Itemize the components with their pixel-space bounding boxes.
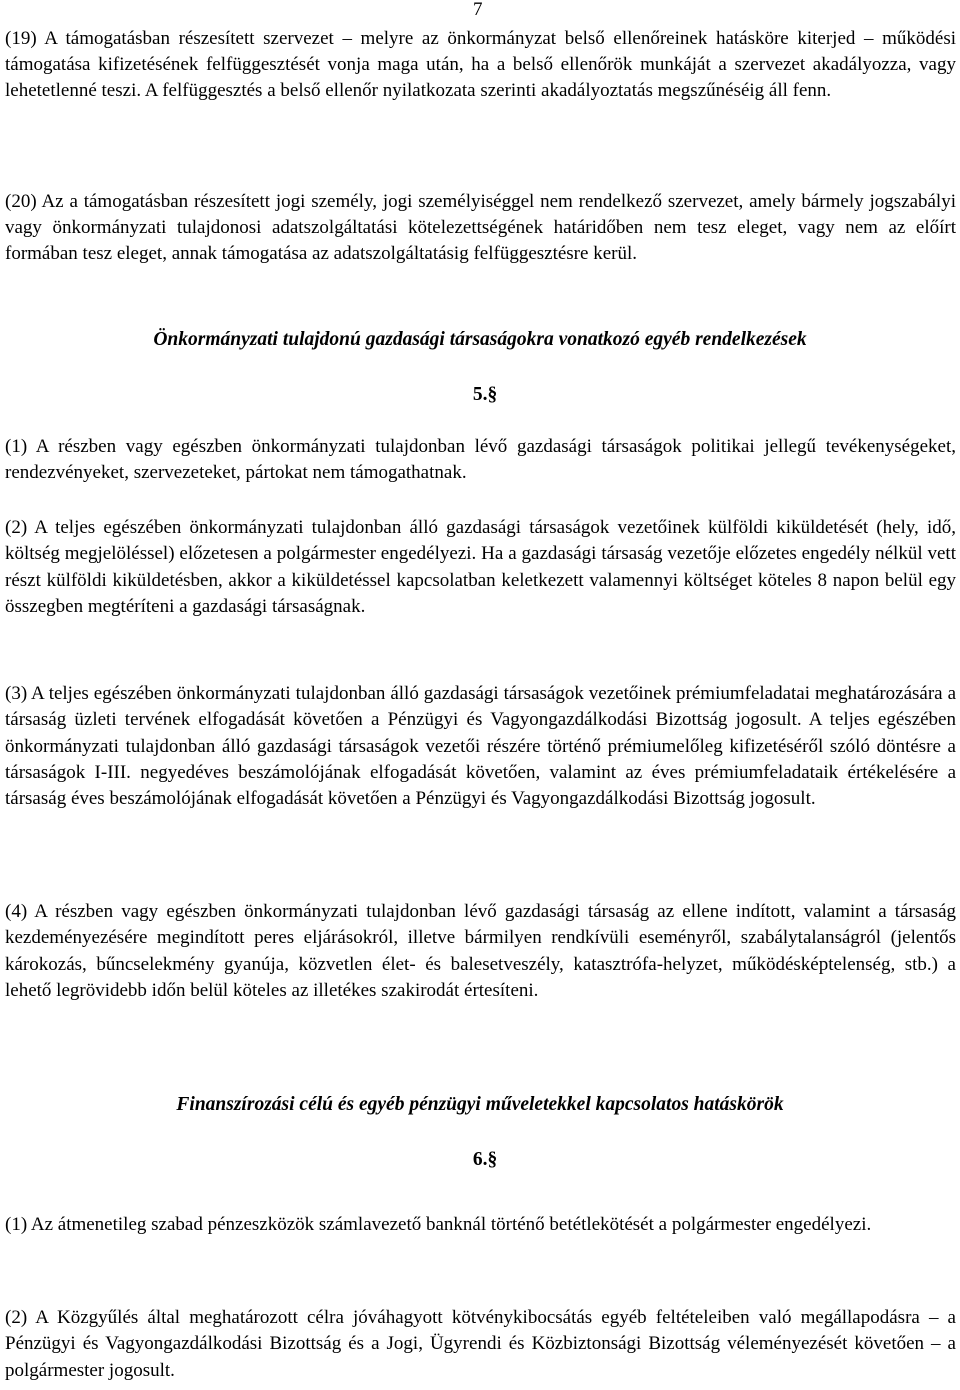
section-5-heading: Önkormányzati tulajdonú gazdasági társaságokra vonatkozó egyéb rendelkezések	[153, 329, 807, 350]
section-5-paragraph-3: (3) A teljes egészében önkormányzati tulajdonban álló gazdasági társaságok vezetőinek prémiumfeladatai meghatározására a társaság üzleti tervének elfogadását követően a Pénzügyi és Vagyongazdálkodási Bizottság jogosult. A teljes egészében önkormányzati tulajdonban álló gazdasági társaságok vezetői részére történő prémiumelőleg kifizetéséről szóló döntésre a társaságok I-III. negyedéves beszámolójának elfogadását követően, valamint az éves prémiumfeladataik értékelésére a társaság éves beszámolójának elfogadását követően a Pénzügyi és Vagyongazdálkodási Bizottság jogosult.	[5, 683, 956, 810]
section-5-number	[0, 382, 960, 408]
section-5-paragraph-1: (1) A részben vagy egészben önkormányzati tulajdonban lévő gazdasági társaságok politikai jellegű tevékenységeket, rendezvényeket, szervezeteket, pártokat nem támogathatnak.	[5, 436, 956, 483]
section-6-number-text: 6.§	[472, 1149, 498, 1170]
section-6-paragraph-1: (1) Az átmenetileg szabad pénzeszközök számlavezető banknál történő betétlekötését a polgármester engedélyezi.	[5, 1214, 872, 1235]
section-5-paragraph-4: (4) A részben vagy egészben önkormányzati tulajdonban lévő gazdasági társaság az ellene indított, valamint a társaság kezdeményezésére megindított peres eljárásokról, illetve bármilyen rendkívüli eseményről, szabálytalanságról (jelentős károkozás, bűncselekmény gyanúja, közvetlen élet- és balesetveszély, katasztrófa-helyzet, működésképtelenség, stb.) a lehető legrövidebb időn belül köteles az illetékes szakirodát értesíteni.	[5, 901, 956, 1001]
paragraph-20: (20) Az a támogatásban részesített jogi személy, jogi személyiséggel nem rendelkező szervezet, amely bármely jogszabályi vagy önkormányzati tulajdonosi adatszolgáltatási kötelezettségének határidőben nem tesz eleget, vagy nem az előírt formában tesz eleget, annak támogatása az adatszolgáltatásig felfüggesztésre kerül.	[5, 191, 956, 264]
paragraph-19: (19) A támogatásban részesített szervezet – melyre az önkormányzat belső ellenőreinek hatásköre kiterjed – működési támogatása kifizetésének felfüggesztését vonja maga után, ha a belső ellenőrök munkáját a szervezet akadályozza, vagy lehetetlenné teszi. A felfüggesztés a belső ellenőr nyilatkozata szerinti akadályoztatás megszűnéséig áll fenn.	[5, 28, 956, 101]
section-6-paragraph-2: (2) A Közgyűlés által meghatározott célra jóváhagyott kötvénykibocsátás egyéb feltételeiben való megállapodásra – a Pénzügyi és Vagyongazdálkodási Bizottság és a Jogi, Ügyrendi és Közbiztonsági Bizottság véleményezését követően – a polgármester jogosult.	[5, 1307, 956, 1381]
section-6-number	[0, 1147, 960, 1173]
page-number: 7	[473, 0, 483, 20]
section-5-number-text: 5.§	[472, 384, 498, 405]
section-5-paragraph-2: (2) A teljes egészében önkormányzati tulajdonban álló gazdasági társaságok vezetőinek külföldi kiküldetését (hely, idő, költség megjelöléssel) előzetesen a polgármester engedélyezi. Ha a gazdasági társaság vezetője előzetes engedély nélkül vett részt külföldi kiküldetésben, akkor a kiküldetéssel kapcsolatban keletkezett valamennyi költséget köteles 8 napon belül egy összegben megtéríteni a gazdasági társaságnak.	[5, 517, 956, 617]
section-6-heading: Finanszírozási célú és egyéb pénzügyi műveletekkel kapcsolatos hatáskörök	[176, 1094, 784, 1115]
